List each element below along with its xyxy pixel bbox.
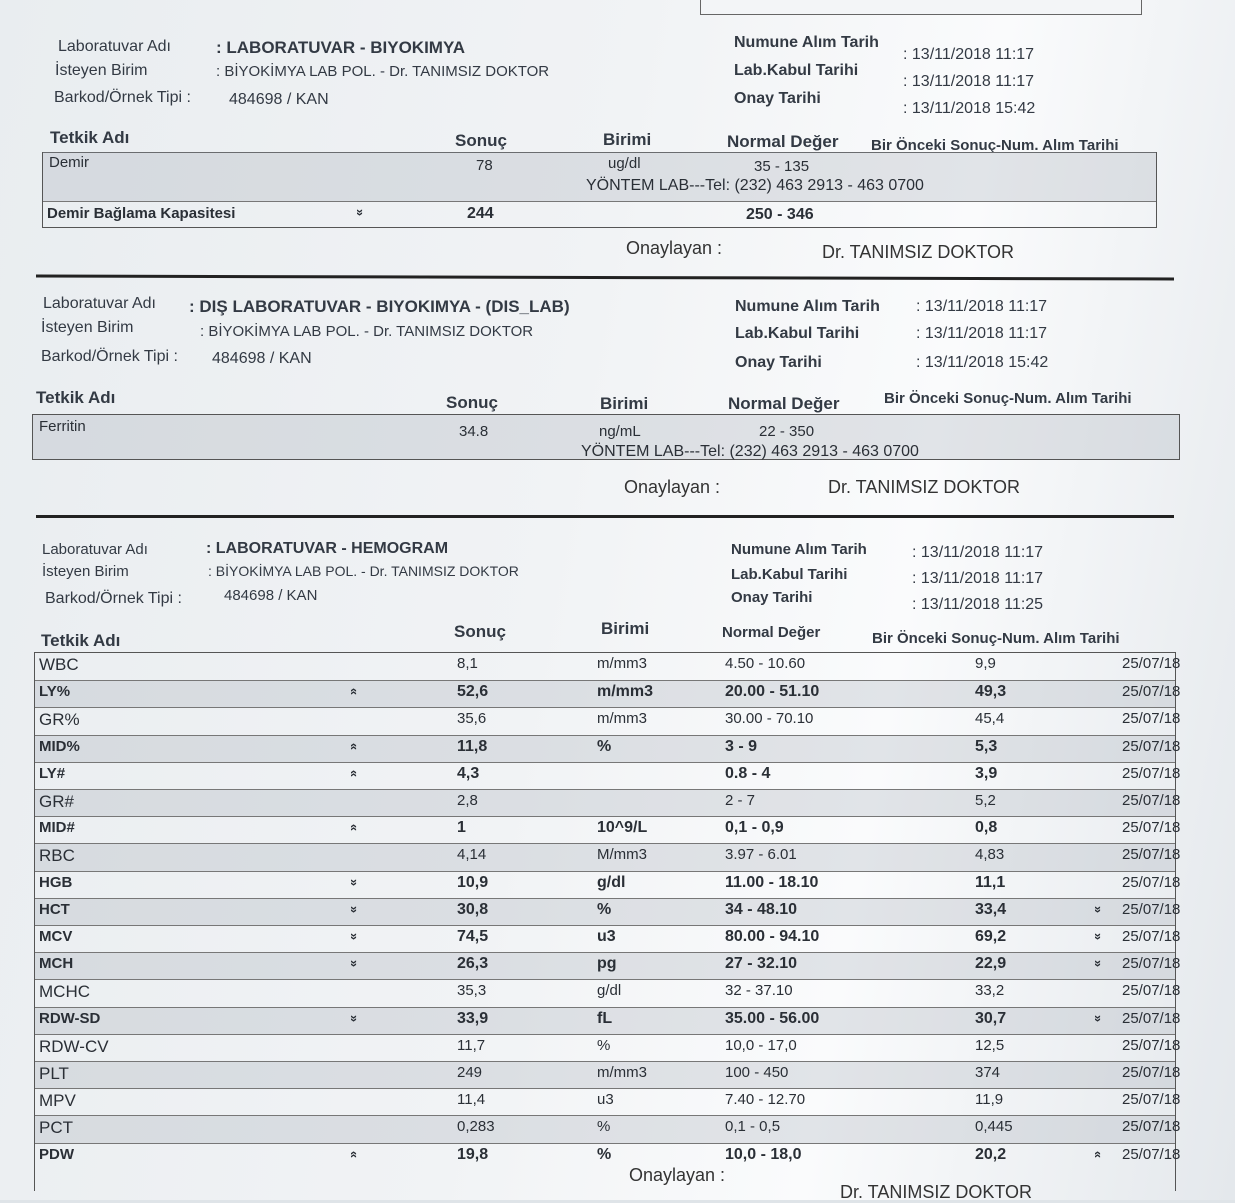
unit-value: : BİYOKİMYA LAB POL. - Dr. TANIMSIZ DOKTOR	[208, 563, 519, 579]
accept-date-label: Lab.Kabul Tarihi	[735, 325, 860, 342]
row-name: RDW-CV	[39, 1036, 109, 1056]
table-row	[33, 415, 1179, 459]
table-row	[43, 201, 1156, 227]
row-unit: %	[597, 1145, 612, 1163]
approver-label: Onaylayan :	[629, 1165, 726, 1185]
high-flag-icon: «	[347, 824, 363, 832]
row-unit: pg	[597, 955, 617, 973]
table-row	[35, 789, 1181, 817]
row-result: 10,9	[457, 873, 489, 891]
row-prev: 4,83	[975, 846, 1005, 864]
row-name: HCT	[39, 900, 70, 918]
row-name: Demir Bağlama Kapasitesi	[47, 205, 236, 222]
col-head-unit: Birimi	[603, 130, 652, 149]
row-date: 25/07/18	[1122, 873, 1181, 891]
col-head-result: Sonuç	[454, 622, 506, 641]
col-head-result: Sonuç	[446, 393, 498, 412]
lab-name-value: : LABORATUVAR - HEMOGRAM	[206, 540, 449, 557]
row-result: 244	[467, 205, 494, 222]
row-normal: 32 - 37.10	[725, 982, 793, 1000]
row-result: 2,8	[457, 792, 478, 809]
row-prev: 11,9	[975, 1091, 1004, 1109]
row-name: GR%	[39, 710, 80, 730]
row-result: 1	[457, 819, 466, 837]
col-head-unit: Birimi	[601, 619, 650, 638]
row-date: 25/07/18	[1122, 710, 1181, 728]
col-head-name: Tetkik Adı	[50, 128, 130, 147]
sample-date-value: : 13/11/2018 11:17	[916, 298, 1048, 315]
sample-date-label: Numune Alım Tarih	[734, 34, 879, 51]
col-head-normal: Normal Değer	[728, 394, 840, 413]
row-date: 25/07/18	[1122, 1036, 1181, 1054]
accept-date-value: : 13/11/2018 11:17	[912, 570, 1044, 587]
top-border-box	[700, 0, 1142, 15]
row-result: 8,1	[457, 655, 478, 672]
method-line: YÖNTEM LAB---Tel: (232) 463 2913 - 463 0700	[581, 443, 919, 460]
table-row	[35, 707, 1181, 735]
barcode-value: 484698 / KAN	[212, 350, 312, 367]
row-name: MCH	[39, 955, 74, 973]
row-name: PLT	[39, 1064, 69, 1083]
row-normal: 100 - 450	[725, 1064, 789, 1081]
row-name: LY#	[39, 764, 66, 782]
row-normal: 3.97 - 6.01	[725, 846, 797, 864]
row-result: 11,7	[457, 1036, 486, 1054]
results-table-1	[42, 152, 1157, 228]
approve-date-value: : 13/11/2018 15:42	[916, 354, 1049, 371]
unit-value: : BİYOKİMYA LAB POL. - Dr. TANIMSIZ DOKTOR	[200, 323, 534, 340]
section-divider	[36, 275, 1174, 281]
barcode-value: 484698 / KAN	[229, 91, 329, 108]
row-name: LY%	[39, 683, 71, 701]
sample-date-label: Numune Alım Tarih	[731, 541, 867, 558]
row-normal: 0,1 - 0,9	[725, 819, 784, 837]
row-name: HGB	[39, 873, 73, 891]
row-normal: 0.8 - 4	[725, 764, 771, 782]
row-name: MID%	[39, 737, 80, 755]
row-result: 0,283	[457, 1118, 495, 1136]
high-flag-icon: «	[1091, 1150, 1107, 1158]
row-date: 25/07/18	[1122, 792, 1181, 809]
row-result: 74,5	[457, 928, 489, 945]
table-row	[35, 735, 1181, 763]
high-flag-icon: «	[347, 769, 363, 777]
row-name: GR#	[39, 792, 74, 811]
row-date: 25/07/18	[1122, 1091, 1181, 1109]
accept-date-value: : 13/11/2018 11:17	[916, 325, 1048, 342]
row-normal: 10,0 - 17,0	[725, 1036, 797, 1054]
row-normal: 11.00 - 18.10	[725, 873, 819, 891]
row-normal: 20.00 - 51.10	[725, 683, 820, 701]
row-name: MPV	[39, 1091, 76, 1111]
row-unit: m/mm3	[597, 710, 647, 728]
table-row	[35, 952, 1181, 980]
row-unit: g/dl	[597, 873, 626, 891]
row-date: 25/07/18	[1122, 846, 1181, 864]
row-name: Ferritin	[39, 418, 86, 435]
row-normal: 22 - 350	[759, 423, 815, 440]
row-date: 25/07/18	[1122, 764, 1181, 782]
row-date: 25/07/18	[1122, 737, 1181, 755]
table-row	[35, 843, 1181, 871]
table-row	[35, 1143, 1181, 1171]
row-unit: m/mm3	[597, 683, 654, 701]
row-result: 33,9	[457, 1009, 489, 1027]
table-row	[35, 925, 1181, 953]
row-result: 52,6	[457, 683, 489, 701]
row-prev: 33,2	[975, 982, 1005, 1000]
high-flag-icon: «	[347, 688, 363, 696]
row-normal: 2 - 7	[725, 792, 756, 809]
low-flag-icon: »	[1091, 932, 1107, 941]
row-prev: 5,3	[975, 737, 998, 755]
row-result: 11,8	[457, 737, 488, 755]
row-prev: 3,9	[975, 764, 998, 782]
row-normal: 0,1 - 0,5	[725, 1118, 781, 1136]
col-head-normal: Normal Değer	[727, 132, 839, 151]
row-name: PCT	[39, 1118, 73, 1138]
table-row	[35, 762, 1181, 790]
row-prev: 0,8	[975, 819, 998, 837]
row-result: 11,4	[457, 1091, 486, 1109]
approve-date-value: : 13/11/2018 15:42	[903, 100, 1036, 117]
approve-date-value: : 13/11/2018 11:25	[912, 596, 1044, 613]
low-flag-icon: »	[347, 960, 363, 968]
row-name: Demir	[49, 154, 89, 171]
table-row	[35, 1115, 1181, 1143]
approver-name: Dr. TANIMSIZ DOKTOR	[828, 477, 1021, 497]
approve-date-label: Onay Tarihi	[731, 589, 813, 606]
col-head-unit: Birimi	[600, 394, 649, 413]
col-head-name: Tetkik Adı	[41, 631, 121, 650]
row-result: 35,6	[457, 710, 487, 728]
lab-name-label: Laboratuvar Adı	[42, 541, 148, 558]
accept-date-label: Lab.Kabul Tarihi	[734, 62, 859, 79]
approver-name: Dr. TANIMSIZ DOKTOR	[822, 242, 1015, 262]
row-date: 25/07/18	[1122, 928, 1181, 945]
row-normal: 4.50 - 10.60	[725, 655, 806, 672]
row-result: 78	[476, 157, 493, 174]
col-head-prev: Bir Önceki Sonuç-Num. Alım Tarihi	[884, 390, 1132, 407]
table-row	[35, 1007, 1181, 1035]
row-unit: %	[597, 900, 612, 918]
row-name: MCV	[39, 928, 73, 945]
table-row	[35, 1088, 1181, 1116]
row-result: 4,3	[457, 764, 480, 782]
row-date: 25/07/18	[1122, 683, 1181, 701]
approve-date-label: Onay Tarihi	[735, 354, 822, 371]
low-flag-icon: »	[1091, 905, 1107, 913]
row-name: MID#	[39, 819, 75, 837]
approve-date-label: Onay Tarihi	[734, 90, 821, 107]
row-date: 25/07/18	[1122, 982, 1181, 1000]
row-prev: 5,2	[975, 792, 996, 809]
row-name: PDW	[39, 1145, 74, 1163]
col-head-prev: Bir Önceki Sonuç-Num. Alım Tarihi	[872, 630, 1120, 647]
lab-name-label: Laboratuvar Adı	[58, 38, 171, 55]
unit-label: İsteyen Birim	[42, 563, 129, 580]
table-row	[35, 680, 1181, 708]
row-result: 4,14	[457, 846, 487, 864]
row-normal: 27 - 32.10	[725, 955, 798, 973]
table-row	[35, 816, 1181, 844]
unit-value: : BİYOKİMYA LAB POL. - Dr. TANIMSIZ DOKTOR	[216, 63, 550, 80]
table-row	[35, 1061, 1181, 1089]
low-flag-icon: »	[347, 878, 363, 886]
low-flag-icon: »	[347, 1014, 363, 1022]
unit-label: İsteyen Birim	[41, 319, 134, 336]
table-row	[35, 1034, 1181, 1062]
row-prev: 33,4	[975, 900, 1007, 918]
row-date: 25/07/18	[1122, 1064, 1181, 1081]
sample-date-value: : 13/11/2018 11:17	[903, 46, 1035, 63]
high-flag-icon: «	[347, 1150, 363, 1158]
row-unit: g/dl	[597, 982, 622, 1000]
row-date: 25/07/18	[1122, 955, 1181, 973]
accept-date-label: Lab.Kabul Tarihi	[731, 566, 848, 583]
row-name: MCHC	[39, 982, 90, 1002]
section-divider	[36, 515, 1174, 518]
table-row	[35, 653, 1181, 680]
low-flag-icon: »	[347, 932, 363, 941]
row-normal: 250 - 346	[746, 206, 814, 223]
row-date: 25/07/18	[1122, 819, 1181, 837]
table-row	[35, 898, 1181, 926]
row-result: 26,3	[457, 955, 489, 973]
row-result: 35,3	[457, 982, 487, 1000]
barcode-label: Barkod/Örnek Tipi :	[54, 89, 191, 106]
sample-date-label: Numune Alım Tarih	[735, 298, 880, 315]
table-row	[35, 979, 1181, 1007]
row-date: 25/07/18	[1122, 900, 1181, 918]
row-normal: 10,0 - 18,0	[725, 1145, 802, 1163]
row-prev: 11,1	[975, 873, 1006, 891]
row-unit: 10^9/L	[597, 819, 648, 837]
high-flag-icon: «	[347, 742, 363, 750]
results-table-hemogram	[34, 652, 1181, 1191]
row-name: RDW-SD	[39, 1009, 101, 1027]
row-unit: m/mm3	[597, 655, 647, 672]
results-table-2	[32, 414, 1180, 460]
col-head-name: Tetkik Adı	[36, 388, 116, 407]
row-prev: 12,5	[975, 1036, 1005, 1054]
row-prev: 30,7	[975, 1009, 1007, 1027]
col-head-normal: Normal Değer	[722, 624, 821, 641]
row-result: 19,8	[457, 1145, 489, 1163]
row-prev: 0,445	[975, 1118, 1013, 1136]
approver-label: Onaylayan :	[626, 238, 723, 258]
row-unit: ug/dl	[608, 155, 641, 172]
lab-name-value: : LABORATUVAR - BIYOKIMYA	[216, 38, 466, 57]
accept-date-value: : 13/11/2018 11:17	[903, 73, 1035, 90]
row-unit: ng/mL	[599, 423, 641, 440]
row-unit: %	[597, 1036, 611, 1054]
row-prev: 9,9	[975, 655, 996, 672]
row-normal: 35.00 - 56.00	[725, 1009, 820, 1027]
row-date: 25/07/18	[1122, 655, 1181, 672]
row-result: 30,8	[457, 900, 489, 918]
row-unit: M/mm3	[597, 846, 647, 864]
row-result: 249	[457, 1064, 483, 1081]
sample-date-value: : 13/11/2018 11:17	[912, 544, 1044, 561]
row-name: WBC	[39, 655, 79, 674]
lab-name-value: : DIŞ LABORATUVAR - BIYOKIMYA - (DIS_LAB)	[189, 297, 570, 316]
row-prev: 49,3	[975, 683, 1007, 701]
barcode-label: Barkod/Örnek Tipi :	[41, 348, 178, 365]
row-unit: %	[597, 1118, 611, 1136]
table-row	[43, 152, 1156, 202]
low-flag-icon: »	[1091, 1014, 1107, 1022]
col-head-prev: Bir Önceki Sonuç-Num. Alım Tarihi	[871, 137, 1119, 154]
row-prev: 69,2	[975, 928, 1007, 945]
row-normal: 30.00 - 70.10	[725, 710, 814, 728]
row-unit: m/mm3	[597, 1064, 647, 1081]
approver-label: Onaylayan :	[624, 477, 721, 497]
row-name: RBC	[39, 846, 75, 866]
barcode-label: Barkod/Örnek Tipi :	[45, 590, 182, 607]
lab-name-label: Laboratuvar Adı	[43, 295, 156, 312]
row-prev: 22,9	[975, 955, 1007, 973]
row-date: 25/07/18	[1122, 1009, 1181, 1027]
low-flag-icon: »	[353, 208, 369, 217]
low-flag-icon: »	[347, 905, 363, 913]
row-normal: 35 - 135	[754, 158, 810, 175]
row-unit: u3	[597, 1091, 614, 1109]
row-date: 25/07/18	[1122, 1145, 1181, 1163]
row-prev: 374	[975, 1064, 1001, 1081]
row-normal: 3 - 9	[725, 737, 758, 755]
row-date: 25/07/18	[1122, 1118, 1181, 1136]
row-result: 34.8	[459, 423, 489, 440]
row-normal: 7.40 - 12.70	[725, 1091, 806, 1109]
table-row	[35, 871, 1181, 899]
row-prev: 45,4	[975, 710, 1005, 728]
row-unit: u3	[597, 928, 616, 945]
method-line: YÖNTEM LAB---Tel: (232) 463 2913 - 463 0700	[586, 177, 924, 194]
row-unit: %	[597, 737, 612, 755]
row-normal: 34 - 48.10	[725, 900, 798, 918]
approver-name: Dr. TANIMSIZ DOKTOR	[840, 1182, 1033, 1202]
row-unit: fL	[597, 1009, 613, 1027]
unit-label: İsteyen Birim	[55, 62, 148, 79]
row-prev: 20,2	[975, 1145, 1007, 1163]
low-flag-icon: »	[1091, 960, 1107, 968]
col-head-result: Sonuç	[455, 131, 507, 150]
row-normal: 80.00 - 94.10	[725, 928, 820, 945]
barcode-value: 484698 / KAN	[224, 587, 318, 604]
